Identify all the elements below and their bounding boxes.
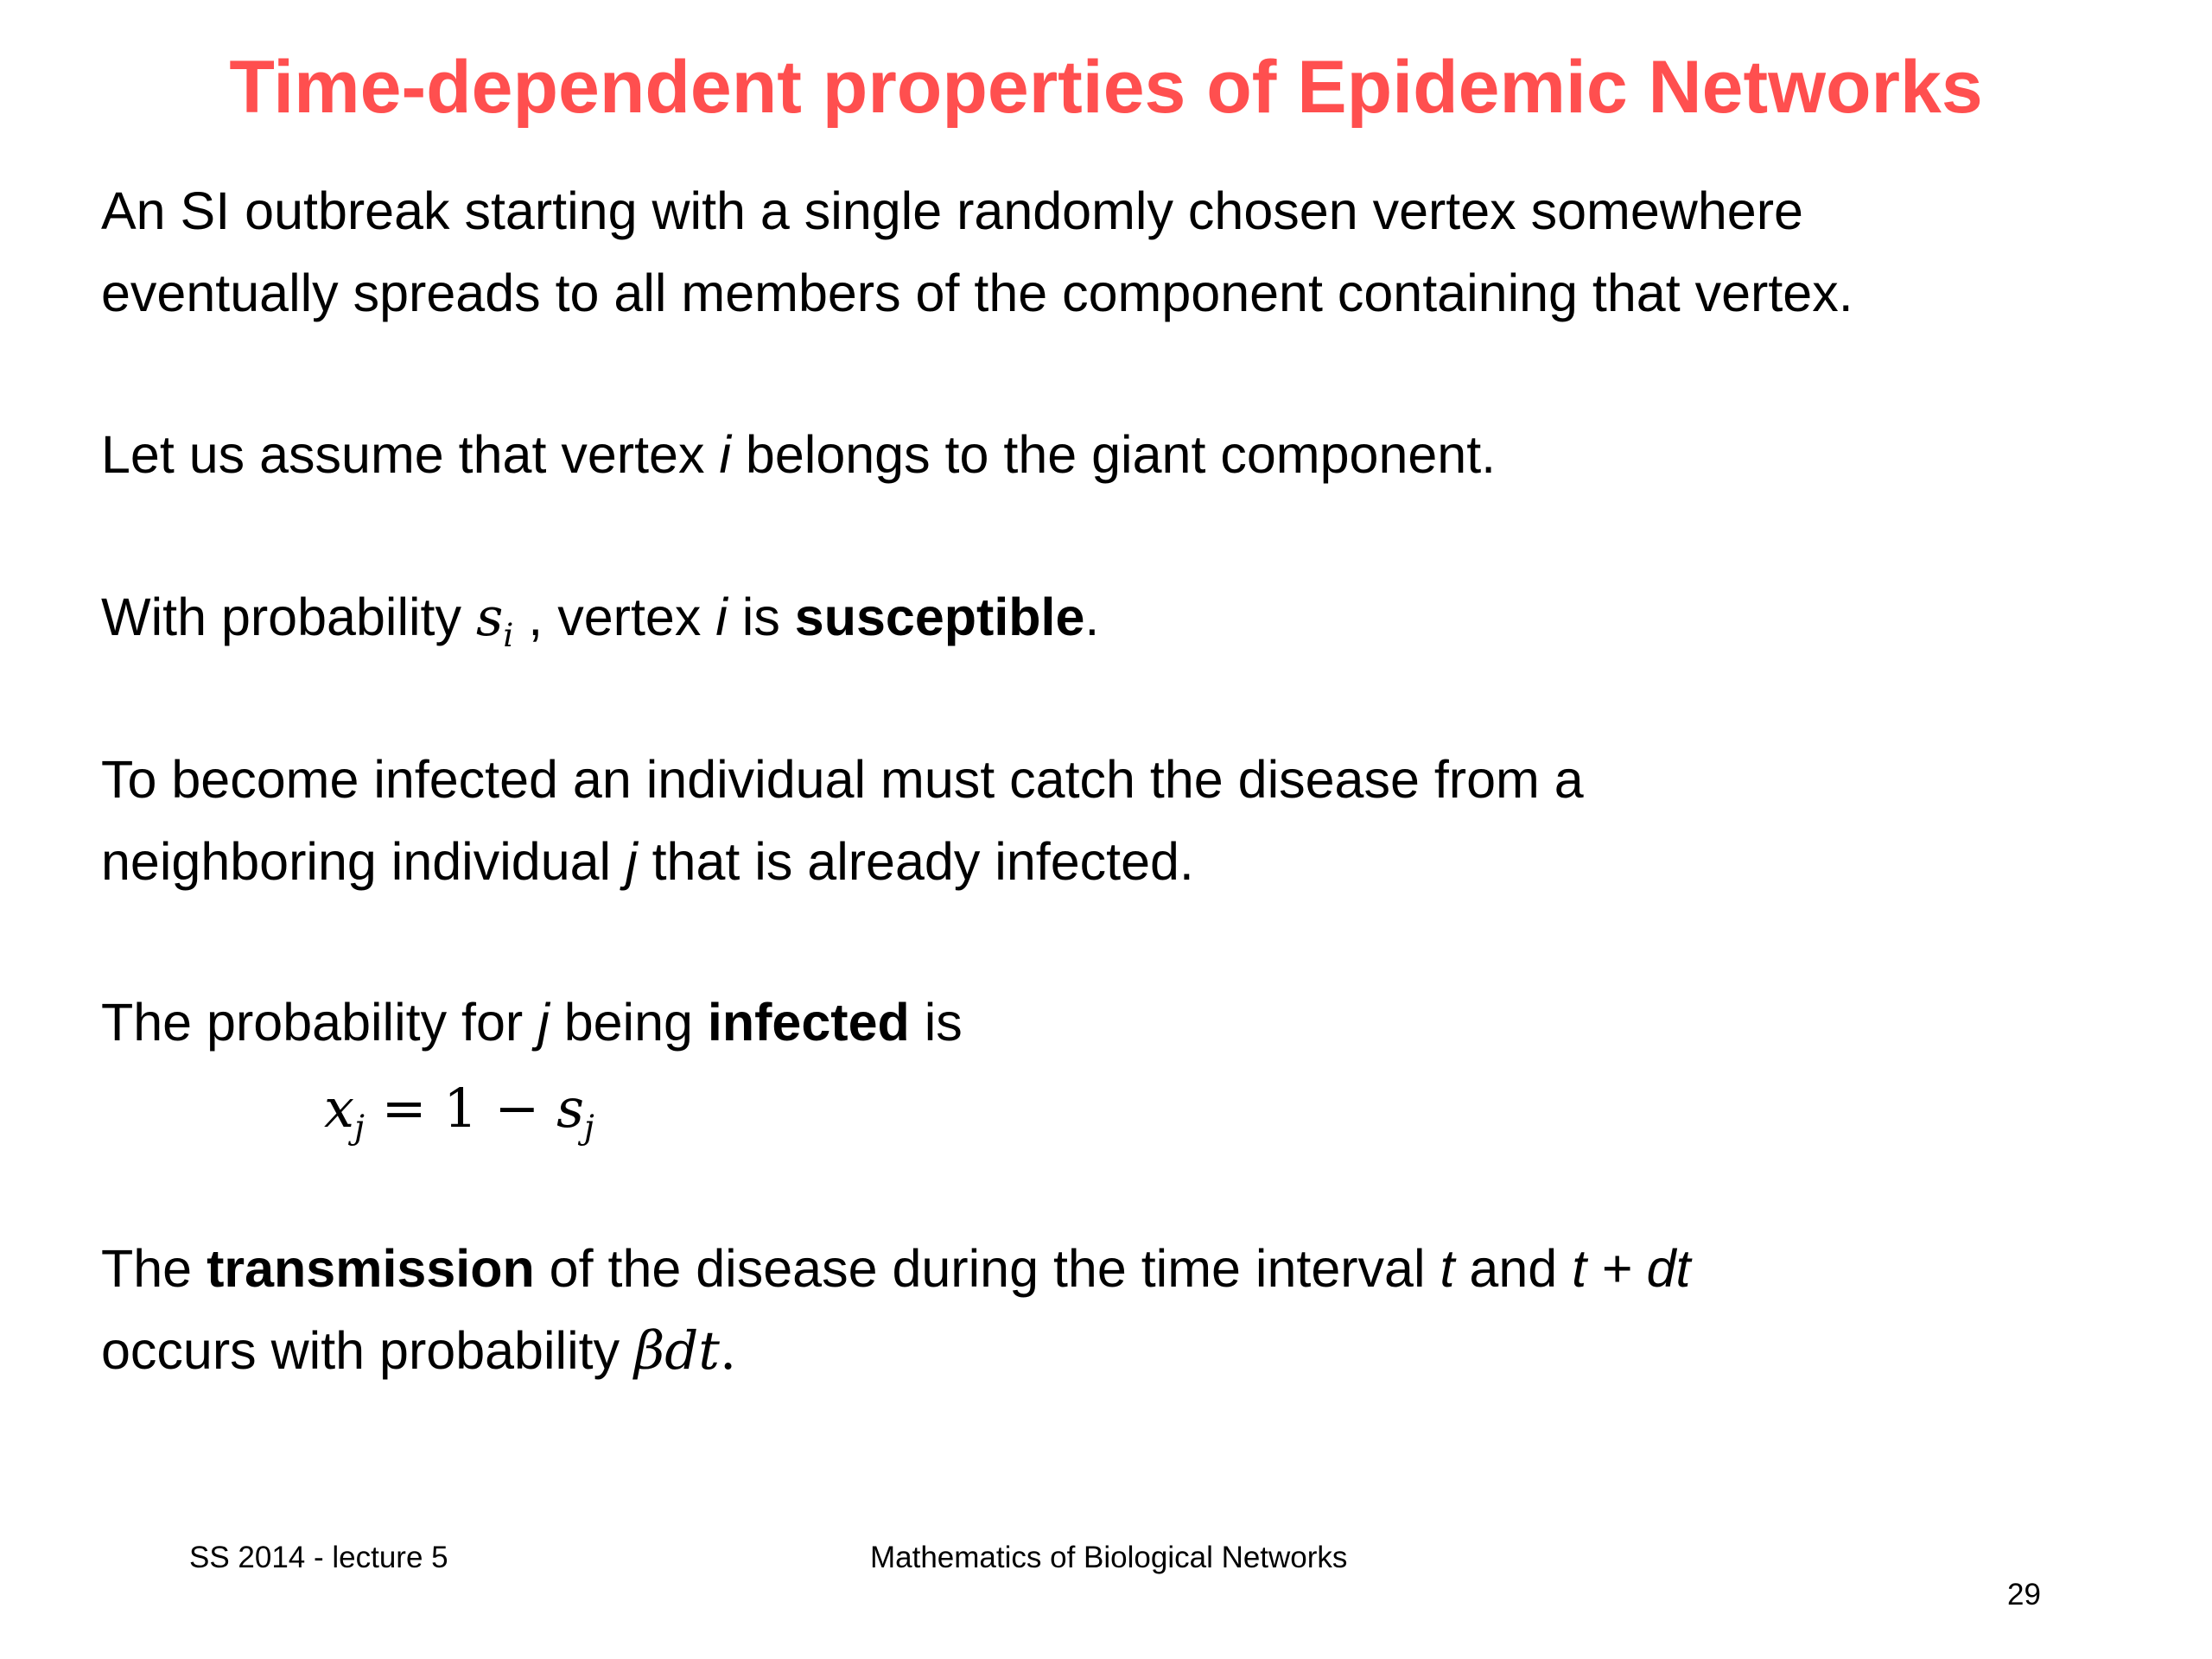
footer-course-title: Mathematics of Biological Networks: [870, 1541, 1348, 1574]
footer-lecture: SS 2014 - lecture 5: [189, 1541, 448, 1574]
math-rhs: = 1 −: [364, 1077, 557, 1140]
text: is: [727, 588, 795, 646]
math-s: s: [556, 1077, 584, 1140]
bold-susceptible: susceptible: [794, 588, 1085, 646]
var-j: j: [537, 993, 550, 1052]
paragraph-line: To become infected an individual must catch the disease from a: [101, 750, 1584, 809]
math-x: x: [324, 1077, 354, 1140]
text: being: [549, 993, 708, 1052]
paragraph-transmission: [101, 1228, 1690, 1392]
var-j: j: [626, 832, 638, 891]
paragraph-infection: [101, 739, 1584, 903]
paragraph-susceptible: [101, 576, 1099, 658]
text: Let us assume that vertex: [101, 425, 720, 484]
page-number: 29: [2007, 1578, 2041, 1611]
math-x-sub: j: [353, 1108, 365, 1147]
var-i: i: [719, 425, 731, 484]
text: of the disease during the time interval: [534, 1239, 1440, 1298]
math-s-sub: i: [503, 616, 514, 655]
text: , vertex: [513, 588, 716, 646]
math-s-base: s: [475, 587, 504, 648]
bold-transmission: transmission: [207, 1239, 535, 1298]
text: With probability: [101, 588, 476, 646]
math-beta-dt: βdt: [634, 1320, 720, 1382]
paragraph-line: [101, 1228, 1690, 1310]
text: .: [1084, 588, 1100, 646]
slide-title: Time-dependent properties of Epidemic Networks: [229, 46, 1983, 129]
text: and: [1454, 1239, 1573, 1298]
paragraph-line: [101, 1310, 1690, 1392]
text: The probability for: [101, 993, 538, 1052]
text: .: [719, 1320, 737, 1382]
text: occurs with probability: [101, 1321, 635, 1380]
text: neighboring individual: [101, 832, 626, 891]
text: The: [101, 1239, 207, 1298]
var-t-plus-dt: t + dt: [1572, 1239, 1691, 1298]
math-s: [475, 587, 514, 655]
bold-infected: infected: [707, 993, 910, 1052]
math-s-sub: j: [583, 1108, 594, 1147]
paragraph-line: An SI outbreak starting with a single randomly chosen vertex somewhere: [101, 181, 1803, 240]
formula-xj: [324, 1070, 594, 1148]
text: is: [909, 993, 963, 1052]
var-t: t: [1440, 1239, 1455, 1298]
paragraph-si-outbreak: [101, 170, 1853, 334]
paragraph-giant-component: [101, 414, 1496, 496]
text: belongs to the giant component.: [730, 425, 1497, 484]
paragraph-line: [101, 821, 1584, 903]
paragraph-probability-infected: [101, 982, 963, 1064]
paragraph-line: eventually spreads to all members of the component containing that vertex.: [101, 264, 1853, 322]
var-i: i: [715, 588, 728, 646]
text: that is already infected.: [637, 832, 1194, 891]
